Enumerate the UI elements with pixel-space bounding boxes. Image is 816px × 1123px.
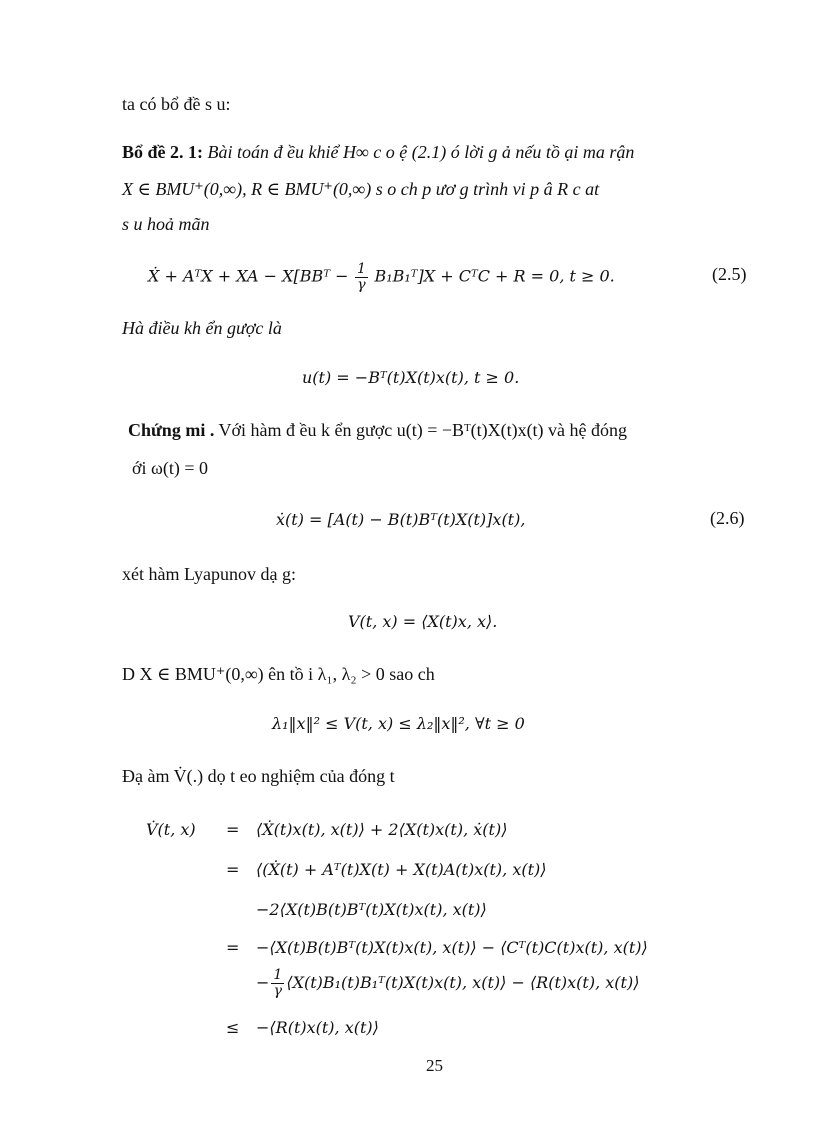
derivative-text: Đạ àm V̇(.) dọ t eo nghiệm của đóng t xyxy=(122,766,395,786)
deriv-rel-1: = xyxy=(226,820,240,839)
deriv-rel-4: = xyxy=(226,938,240,957)
deriv-rhs-4: −⟨X(t)B(t)Bᵀ(t)X(t)x(t), x(t)⟩ − ⟨Cᵀ(t)C(t)x(t), x(t)⟩ xyxy=(256,938,648,957)
page-number: 25 xyxy=(426,1056,443,1075)
lemma-text-1: Bài toán đ ều khiể H∞ c o ệ (2.1) ó lời g ả nếu tồ ại ma rận xyxy=(207,142,635,162)
deriv-rhs-5: ⟨X(t)B₁(t)B₁ᵀ(t)X(t)x(t), x(t)⟩ − ⟨R(t)x(t), x(t)⟩ xyxy=(286,973,640,992)
lemma-label: Bổ đề 2. 1: xyxy=(122,142,203,162)
deriv-rel-6: ≤ xyxy=(226,1018,240,1037)
control-equation: u(t) = −Bᵀ(t)X(t)x(t), t ≥ 0. xyxy=(302,368,520,387)
eq25-right: B₁B₁ᵀ]X + CᵀC + R = 0, t ≥ 0. xyxy=(374,266,615,286)
equation-tag-2-6: (2.6) xyxy=(710,508,745,528)
deriv-rel-2: = xyxy=(226,860,240,879)
deriv-line-5 xyxy=(256,968,639,999)
deriv-lhs: V̇(t, x) xyxy=(146,820,196,839)
eq25-left: Ẋ + AᵀX + XA − X[BBᵀ − xyxy=(148,266,349,286)
lemma-line-1 xyxy=(122,140,634,164)
proof-line-1 xyxy=(128,418,627,442)
proof-text-1: Với hàm đ ều k ển gược u(t) = −Bᵀ(t)X(t)x(t) và hệ đóng xyxy=(218,420,628,440)
lemma-line-3: s u hoả mãn xyxy=(122,214,210,234)
eq25-fraction: $\frac{1}{\gamma}$ xyxy=(357,261,366,293)
equation-2-5 xyxy=(148,262,615,293)
intro-text: ta có bổ đề s u: xyxy=(122,94,231,114)
lyapunov-equation: V(t, x) = ⟨X(t)x, x⟩. xyxy=(348,612,498,631)
deriv-rhs-3: −2⟨X(t)B(t)Bᵀ(t)X(t)x(t), x(t)⟩ xyxy=(256,900,487,919)
bound-text: D X ∈ BMU⁺(0,∞) ên tồ i λ₁, λ₂ > 0 sao ch xyxy=(122,664,435,684)
equation-2-6: ẋ(t) = [A(t) − B(t)Bᵀ(t)X(t)]x(t), xyxy=(276,510,526,529)
deriv-rhs-6: −⟨R(t)x(t), x(t)⟩ xyxy=(256,1018,379,1037)
bound-equation: λ₁‖x‖² ≤ V(t, x) ≤ λ₂‖x‖², ∀t ≥ 0 xyxy=(272,714,525,733)
proof-line-2: ới ω(t) = 0 xyxy=(132,458,209,478)
lemma-line-2: X ∈ BMU⁺(0,∞), R ∈ BMU⁺(0,∞) s o ch p ươ g trình vi p â R c at xyxy=(122,179,600,199)
equation-tag-2-5: (2.5) xyxy=(712,264,747,284)
proof-label: Chứng mi . xyxy=(128,420,215,440)
lyapunov-text: xét hàm Lyapunov dạ g: xyxy=(122,564,296,584)
deriv-minus-5: − xyxy=(256,973,270,992)
deriv-rhs-2: ⟨(Ẋ(t) + Aᵀ(t)X(t) + X(t)A(t)x(t), x(t)⟩ xyxy=(256,860,547,879)
control-text: Hà điều kh ển gược là xyxy=(122,318,282,338)
deriv-rhs-1: ⟨Ẋ(t)x(t), x(t)⟩ + 2⟨X(t)x(t), ẋ(t)⟩ xyxy=(256,820,508,839)
deriv-fraction-5: $\frac{1}{\gamma}$ xyxy=(273,967,283,999)
